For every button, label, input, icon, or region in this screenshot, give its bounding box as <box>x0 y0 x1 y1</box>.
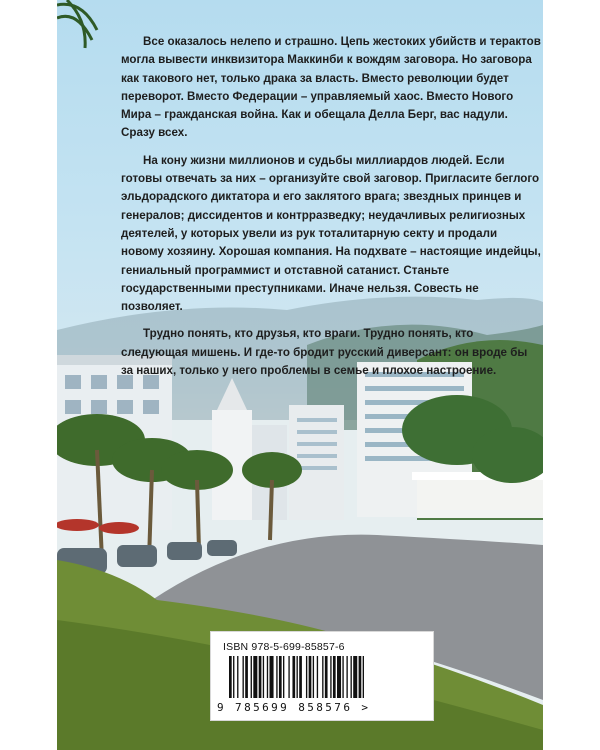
barcode-bar <box>333 656 336 698</box>
barcode-bar <box>279 656 282 698</box>
barcode-bar <box>229 656 232 698</box>
barcode-bar <box>359 656 362 698</box>
barcode-bar <box>251 656 252 698</box>
barcode-bar <box>267 656 268 698</box>
barcode-bar <box>330 656 331 698</box>
barcode-bar <box>243 656 244 698</box>
barcode-bar <box>237 656 238 698</box>
barcode-bar <box>309 656 312 698</box>
barcode-bar <box>346 656 347 698</box>
barcode-bar <box>276 656 277 698</box>
barcode-bar <box>313 656 314 698</box>
barcode-bar <box>263 656 264 698</box>
barcode-bar <box>363 656 364 698</box>
barcode-bar <box>259 656 262 698</box>
barcode-bar <box>292 656 295 698</box>
isbn-label: ISBN 978-5-699-85857-6 <box>223 641 345 653</box>
barcode-bar <box>325 656 328 698</box>
book-back-cover <box>57 0 543 750</box>
isbn-barcode-block <box>210 631 434 721</box>
barcode-bar <box>288 656 289 698</box>
barcode-bar <box>245 656 248 698</box>
blurb-paragraph-2: На кону жизни миллионов и судьбы миллиардов людей. Если готовы отвечать за них – организуйте свой заговор. Пригласите беглого эльдорадского диктатора и его заклятого врага; звездных принцев и генералов; диссидентов и контрразведку; неудачливых религиозных деятелей, у которых увели из рук тоталитарную секту и продали новому хозяину. Хорошая компания. На подхвате – настоящие индейцы, гениальный программист и отставной сатанист. Станьте государственными преступниками. Иначе нельзя. Совесть не позволяет. <box>121 153 541 314</box>
barcode-bar <box>306 656 307 698</box>
barcode-bar <box>283 656 284 698</box>
annotation-text <box>121 33 541 389</box>
barcode-bar <box>342 656 343 698</box>
barcode-bar <box>270 656 274 698</box>
barcode-bar <box>297 656 298 698</box>
barcode-digits: 9 785699 858576 > <box>217 701 371 714</box>
barcode-bar <box>299 656 302 698</box>
barcode-bar <box>253 656 257 698</box>
barcode-bar <box>322 656 323 698</box>
barcode-bar <box>351 656 352 698</box>
blurb-paragraph-3: Трудно понять, кто друзья, кто враги. Трудно понять, кто следующая мишень. И где-то бродит русский диверсант: он вроде бы за наших, только у него проблемы в семье и плохое настроение. <box>121 327 528 378</box>
barcode-bar <box>233 656 234 698</box>
barcode-bar <box>337 656 341 698</box>
barcode-bar <box>317 656 318 698</box>
barcode-bar <box>353 656 357 698</box>
blurb-paragraph-1: Все оказалось нелепо и страшно. Цепь жестоких убийств и терактов могла вывести инквизитора Маккинби к вождям заговора. Но заговора как такового нет, только драка за власть. Вместо революции будет переворот. Вместо Федерации – управляемый хаос. Вместо Нового Мира – гражданская война. Как и обещала Делла Берг, вас надули. Сразу всех. <box>121 35 541 140</box>
